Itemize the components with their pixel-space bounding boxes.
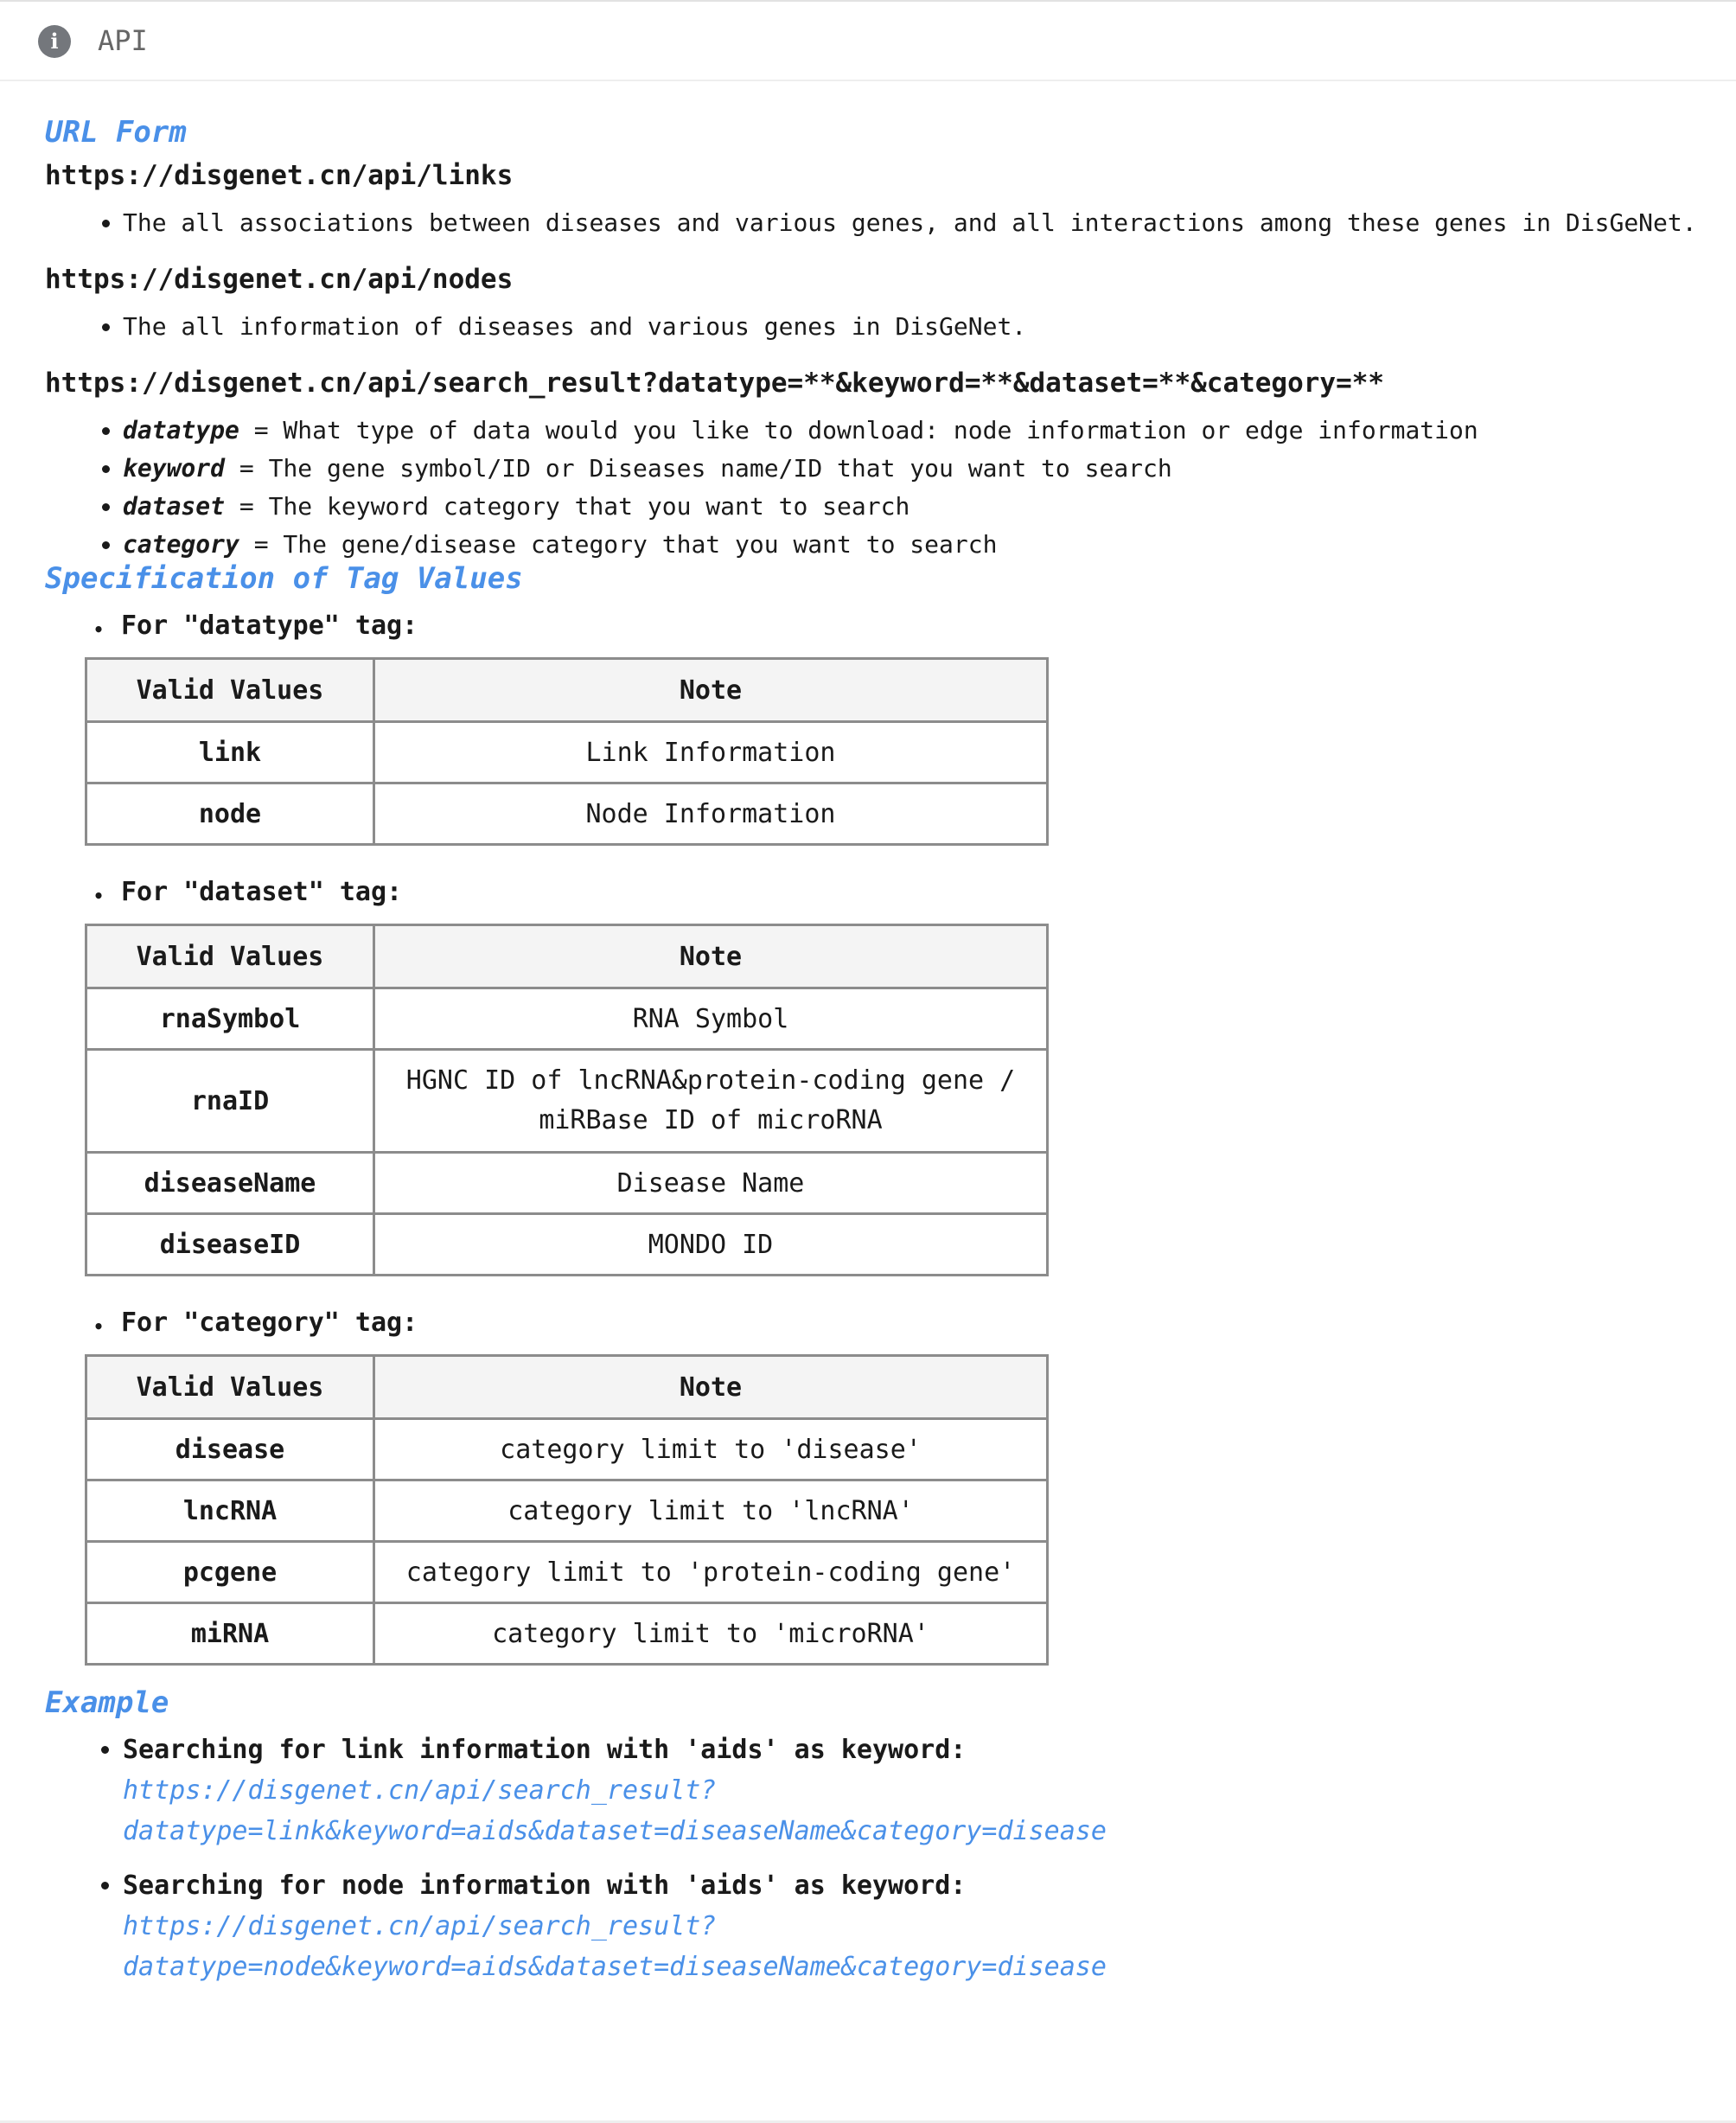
param-list <box>45 412 1705 560</box>
category-tag-heading <box>45 1304 1705 1342</box>
cell-note: Disease Name <box>374 1153 1048 1214</box>
table-row <box>86 722 1048 783</box>
url-form-title: URL Form <box>45 115 187 150</box>
example-link-line[interactable]: datatype=node&keyword=aids&dataset=diseaseName&category=disease <box>123 1952 1107 1982</box>
cell-value: disease <box>86 1419 374 1480</box>
cell-note: RNA Symbol <box>374 988 1048 1050</box>
table-header-row <box>86 1356 1048 1419</box>
links-desc-list <box>45 204 1705 258</box>
cell-value: rnaID <box>86 1050 374 1153</box>
links-desc: • The all associations between diseases and various genes, and all interactions among these genes in DisGeNet. <box>123 204 1705 242</box>
cell-note-line: HGNC ID of lncRNA&protein-coding gene / <box>405 1065 1016 1096</box>
cell-note: category limit to 'microRNA' <box>374 1603 1048 1665</box>
cell-value: node <box>86 783 374 845</box>
col-header-values: Valid Values <box>86 1356 374 1419</box>
cell-value: rnaSymbol <box>86 988 374 1050</box>
cell-value: miRNA <box>86 1603 374 1665</box>
param-desc: = The keyword category that you want to search <box>225 492 910 521</box>
panel-title: API <box>98 24 148 57</box>
cell-note: Node Information <box>374 783 1048 845</box>
table-row <box>86 1480 1048 1542</box>
cell-note: category limit to 'disease' <box>374 1419 1048 1480</box>
example-label: Searching for link information with 'aids' as keyword: <box>123 1735 967 1765</box>
spec-title: Specification of Tag Values <box>45 561 523 596</box>
col-header-values: Valid Values <box>86 925 374 988</box>
api-content <box>45 111 1705 2001</box>
cell-note: MONDO ID <box>374 1214 1048 1276</box>
param-desc: = What type of data would you like to download: node information or edge information <box>239 416 1478 444</box>
example-link-line[interactable]: datatype=link&keyword=aids&dataset=diseaseName&category=disease <box>123 1816 1107 1846</box>
col-header-note: Note <box>374 659 1048 722</box>
dataset-tag-heading <box>45 873 1705 911</box>
table-row <box>86 1419 1048 1480</box>
example-link-line[interactable]: https://disgenet.cn/api/search_result? <box>123 1775 717 1806</box>
cell-note: category limit to 'protein-coding gene' <box>374 1542 1048 1603</box>
cell-value: diseaseName <box>86 1153 374 1214</box>
example-link[interactable] <box>123 1770 1705 1851</box>
example-item <box>123 1865 1705 1987</box>
cell-note <box>374 1050 1048 1153</box>
param-item <box>123 488 1705 526</box>
search-url: https://disgenet.cn/api/search_result?datatype=**&keyword=**&dataset=**&category=** <box>45 368 1385 399</box>
table-row <box>86 1542 1048 1603</box>
datatype-tag-heading <box>45 607 1705 645</box>
table-header-row <box>86 659 1048 722</box>
param-name: datatype <box>123 416 239 444</box>
panel-header <box>0 0 1736 81</box>
col-header-note: Note <box>374 925 1048 988</box>
table-row <box>86 1153 1048 1214</box>
dataset-table <box>85 924 1049 1276</box>
cell-value: pcgene <box>86 1542 374 1603</box>
category-tag-heading-text: For "category" tag: <box>121 1308 418 1338</box>
nodes-desc-list <box>45 308 1705 361</box>
example-label: Searching for node information with 'aids' as keyword: <box>123 1870 967 1901</box>
example-link-line[interactable]: https://disgenet.cn/api/search_result? <box>123 1911 717 1941</box>
datatype-tag-heading-text: For "datatype" tag: <box>121 611 418 641</box>
param-desc: = The gene/disease category that you want to search <box>239 530 998 559</box>
example-title: Example <box>45 1685 169 1720</box>
param-item <box>123 450 1705 488</box>
category-table <box>85 1354 1049 1666</box>
table-row <box>86 1603 1048 1665</box>
param-name: category <box>123 530 239 559</box>
table-row <box>86 1050 1048 1153</box>
example-link[interactable] <box>123 1906 1705 1987</box>
info-icon: i <box>38 25 71 58</box>
cell-note: Link Information <box>374 722 1048 783</box>
cell-value: diseaseID <box>86 1214 374 1276</box>
param-name: dataset <box>123 492 226 521</box>
nodes-desc: • The all information of diseases and various genes in DisGeNet. <box>123 308 1705 346</box>
cell-note: category limit to 'lncRNA' <box>374 1480 1048 1542</box>
cell-note-line: miRBase ID of microRNA <box>539 1105 883 1135</box>
cell-value: link <box>86 722 374 783</box>
col-header-values: Valid Values <box>86 659 374 722</box>
example-list <box>45 1730 1705 1987</box>
param-item <box>123 412 1705 450</box>
nodes-url: https://disgenet.cn/api/nodes <box>45 264 514 295</box>
cell-value: lncRNA <box>86 1480 374 1542</box>
table-header-row <box>86 925 1048 988</box>
dataset-tag-heading-text: For "dataset" tag: <box>121 877 403 907</box>
table-row <box>86 988 1048 1050</box>
table-row <box>86 1214 1048 1276</box>
param-name: keyword <box>123 454 226 483</box>
param-desc: = The gene symbol/ID or Diseases name/ID that you want to search <box>225 454 1172 483</box>
links-url: https://disgenet.cn/api/links <box>45 160 514 191</box>
datatype-table <box>85 657 1049 846</box>
example-item <box>123 1730 1705 1851</box>
col-header-note: Note <box>374 1356 1048 1419</box>
table-row <box>86 783 1048 845</box>
